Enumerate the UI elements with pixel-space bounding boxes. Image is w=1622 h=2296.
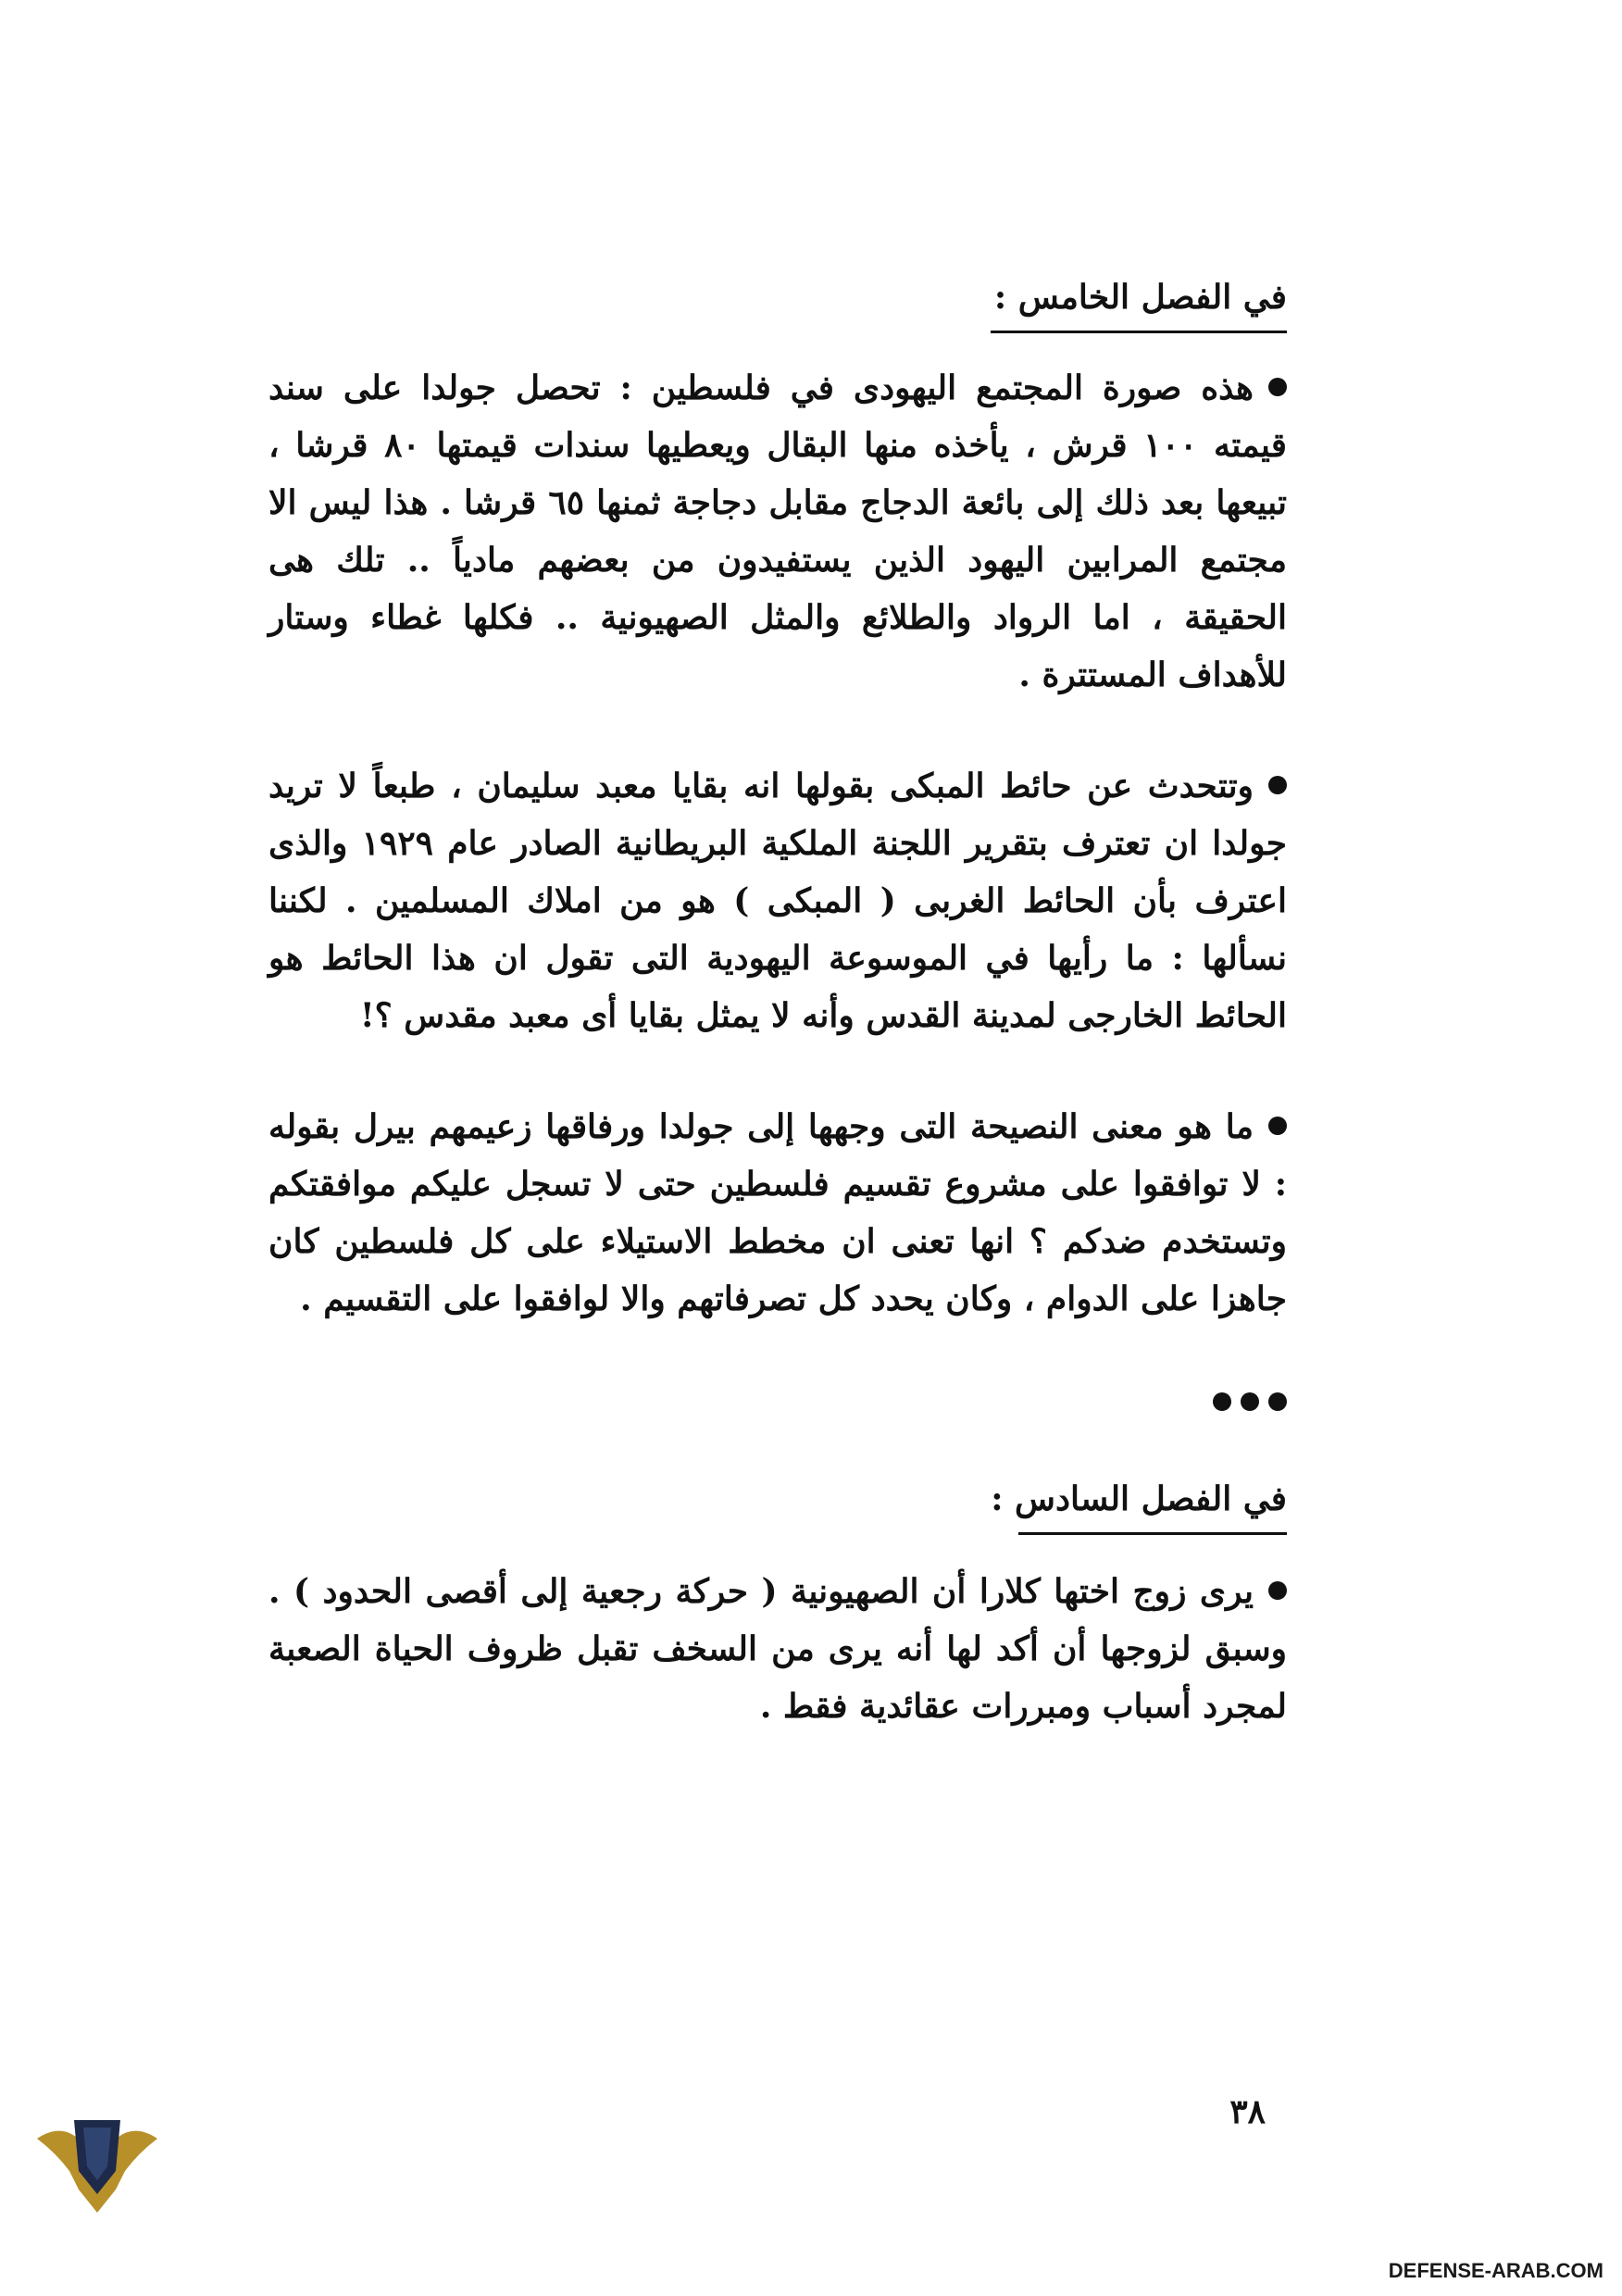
chapter-five-title: في الفصل الخامس : <box>993 278 1287 317</box>
chapter-six-heading <box>268 1479 1287 1535</box>
bullet-icon <box>1268 1117 1287 1135</box>
bullet-icon <box>1268 776 1287 794</box>
forum-logo <box>28 2102 167 2277</box>
heading-underline <box>991 331 1287 333</box>
paragraph-text: يرى زوج اختها كلارا أن الصهيونية ( حركة رجعية إلى أقصى الحدود ) . وسبق لزوجها أن أكد لها أنه يرى من السخف تقبل ظروف الحياة الصعبة لمجرد أسباب ومبررات عقائدية فقط . <box>268 1572 1287 1727</box>
paragraph <box>268 359 1287 704</box>
paragraph-text: وتتحدث عن حائط المبكى بقولها انه بقايا معبد سليمان ، طبعاً لا تريد جولدا ان تعترف بتقرير اللجنة الملكية البريطانية الصادر عام ١٩٢٩ والذى اعترف بأن الحائط الغربى ( المبكى ) هو من املاك المسلمين . لكننا نسألها : ما رأيها في الموسوعة اليهودية التى تقول ان هذا الحائط هو الحائط الخارجى لمدينة القدس وأنه لا يمثل بقايا أى معبد مقدس ؟! <box>268 767 1287 1036</box>
chapter-five-heading <box>268 278 1287 333</box>
paragraph <box>268 1098 1287 1328</box>
watermark-site-text: DEFENSE-ARAB.COM <box>1388 2259 1603 2282</box>
chapter-six-title: في الفصل السادس : <box>991 1479 1287 1519</box>
separator-dot-icon <box>1268 1392 1287 1411</box>
page-number: ٣٨ <box>1229 2092 1266 2131</box>
separator-dot-icon <box>1213 1392 1231 1411</box>
bullet-icon <box>1268 378 1287 396</box>
paragraph-text: ما هو معنى النصيحة التى وجهها إلى جولدا ورفاقها زعيمهم بيرل بقوله : لا توافقوا على مشروع تقسيم فلسطين حتى لا تسجل عليكم موافقتكم وتستخدم ضدكم ؟ انها تعنى ان مخطط الاستيلاء على كل فلسطين كان جاهزا على الدوام ، وكان يحدد كل تصرفاتهم والا لوافقوا على التقسيم . <box>268 1107 1287 1319</box>
page-content <box>268 278 1287 1735</box>
chapter-five-section <box>268 278 1287 1328</box>
separator-dot-icon <box>1241 1392 1259 1411</box>
section-separator <box>268 1392 1287 1415</box>
bullet-icon <box>1268 1581 1287 1600</box>
paragraph <box>268 1563 1287 1735</box>
chapter-six-section <box>268 1479 1287 1735</box>
paragraph <box>268 757 1287 1044</box>
paragraph-text: هذه صورة المجتمع اليهودى في فلسطين : تحصل جولدا على سند قيمته ١٠٠ قرش ، يأخذه منها البقال ويعطيها سندات قيمتها ٨٠ قرشا ، تبيعها بعد ذلك إلى بائعة الدجاج مقابل دجاجة ثمنها ٦٥ قرشا . هذا ليس الا مجتمع المرابين اليهود الذين يستفيدون من بعضهم مادياً .. تلك هى الحقيقة ، اما الرواد والطلائع والمثل الصهيونية .. فكلها غطاء وستار للأهداف المستترة . <box>268 368 1288 695</box>
heading-underline <box>1018 1532 1287 1535</box>
forum-logo-icon <box>28 2102 167 2277</box>
